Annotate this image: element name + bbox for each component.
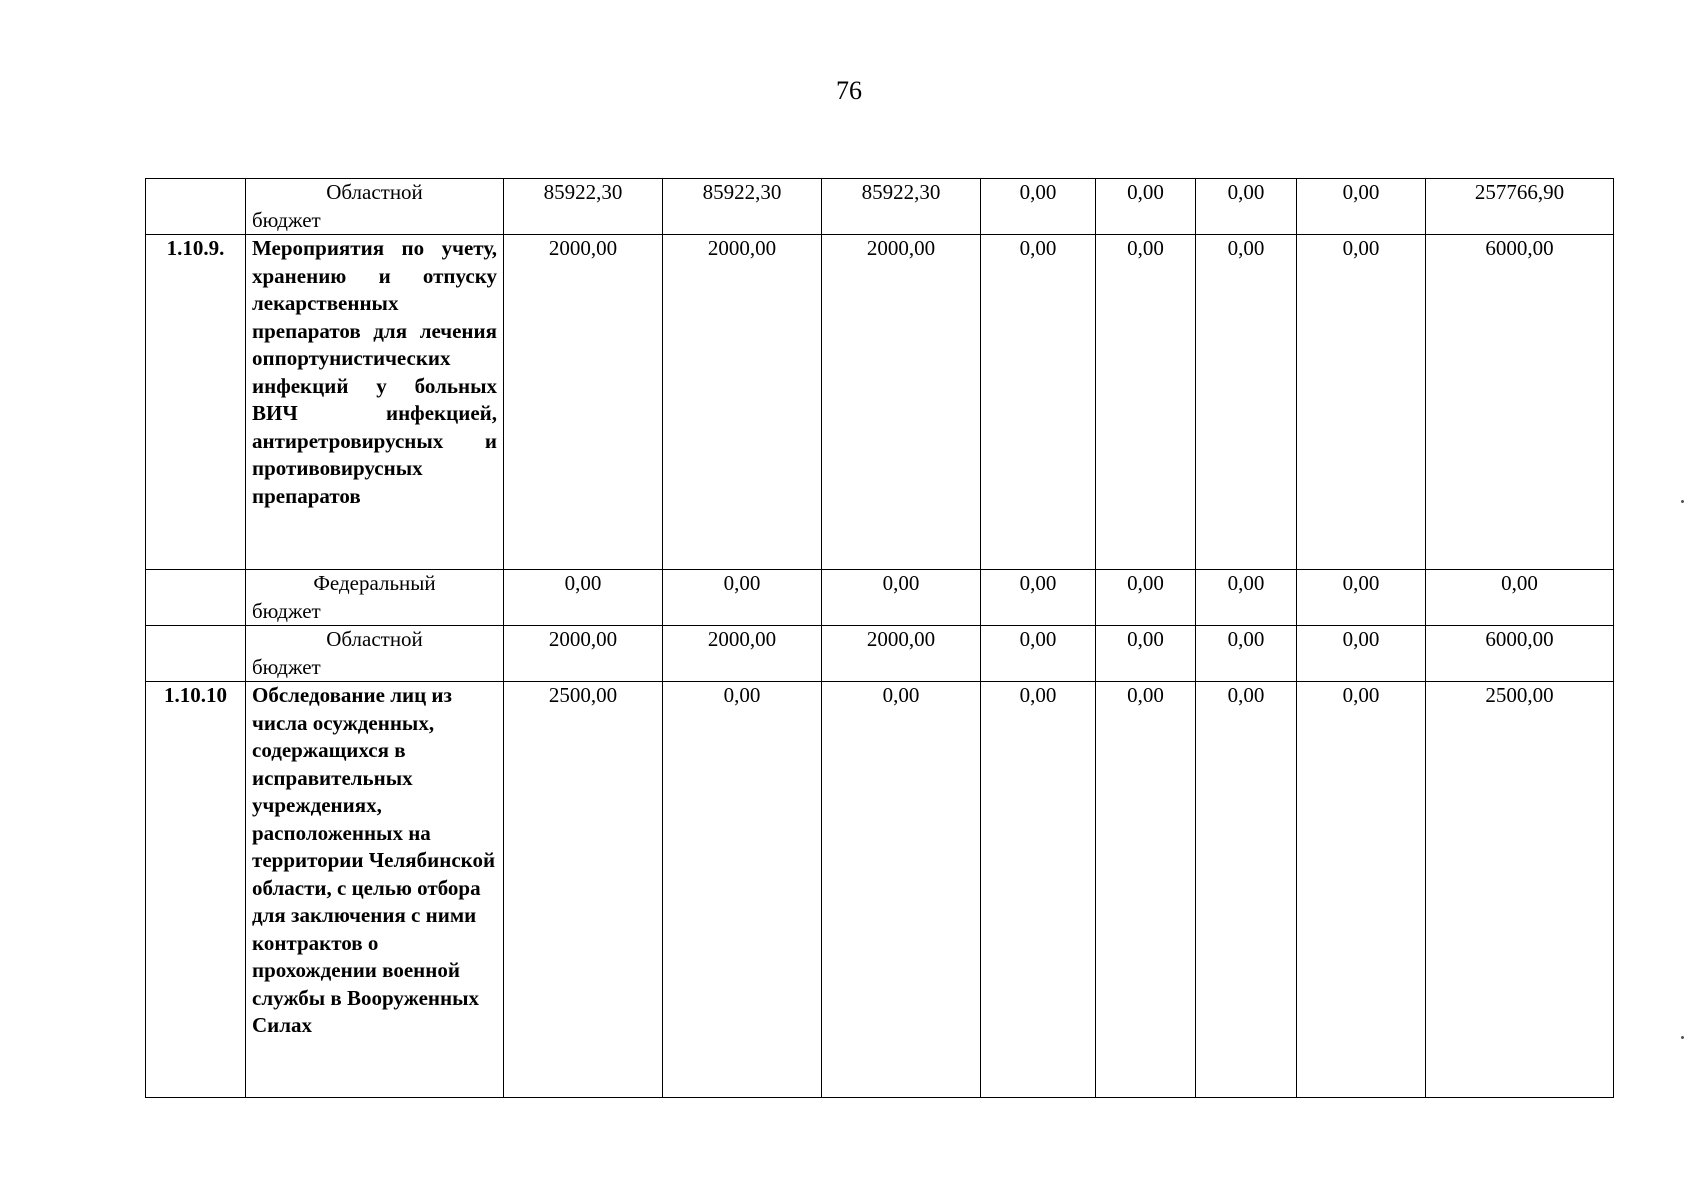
activity-name: Обследование лиц из числа осужденных, содержащихся в исправительных учреждениях, расположенных на территории Челябинской области, с целью отбора для заключения с ними контрактов о прохождении военной службы в Вооруженных Силах (246, 682, 504, 1098)
value-cell: 0,00 (822, 570, 981, 626)
value-cell: 0,00 (1297, 235, 1426, 570)
value-cell: 0,00 (981, 570, 1096, 626)
funding-source (246, 570, 504, 626)
value-cell: 0,00 (1096, 179, 1196, 235)
value-cell: 0,00 (822, 682, 981, 1098)
funding-source-line1: Областной (326, 627, 423, 651)
value-cell: 0,00 (1297, 570, 1426, 626)
value-cell: 2000,00 (822, 235, 981, 570)
value-cell: 0,00 (1297, 626, 1426, 682)
row-code: 1.10.9. (146, 235, 246, 570)
value-cell: 0,00 (1297, 179, 1426, 235)
funding-source-line2: бюджет (252, 598, 321, 623)
value-cell: 0,00 (663, 570, 822, 626)
total-cell: 6000,00 (1426, 235, 1614, 570)
table-row (146, 235, 1614, 570)
total-cell: 6000,00 (1426, 626, 1614, 682)
row-code (146, 179, 246, 235)
value-cell: 0,00 (981, 235, 1096, 570)
funding-source-line2: бюджет (252, 207, 321, 232)
funding-source-line1: Федеральный (313, 571, 436, 595)
table-row (146, 682, 1614, 1098)
row-code: 1.10.10 (146, 682, 246, 1098)
value-cell: 0,00 (1196, 179, 1297, 235)
value-cell: 0,00 (1297, 682, 1426, 1098)
value-cell: 0,00 (1196, 626, 1297, 682)
value-cell: 0,00 (1096, 570, 1196, 626)
value-cell: 85922,30 (663, 179, 822, 235)
table-row (146, 626, 1614, 682)
table-row (146, 570, 1614, 626)
scan-speck (1681, 1036, 1684, 1039)
value-cell: 2000,00 (822, 626, 981, 682)
value-cell: 0,00 (1196, 235, 1297, 570)
total-cell: 0,00 (1426, 570, 1614, 626)
total-cell: 2500,00 (1426, 682, 1614, 1098)
value-cell: 0,00 (981, 626, 1096, 682)
value-cell: 0,00 (1096, 235, 1196, 570)
scan-speck (1681, 500, 1684, 503)
table-row (146, 179, 1614, 235)
value-cell: 2000,00 (663, 235, 822, 570)
value-cell: 0,00 (1196, 570, 1297, 626)
value-cell: 0,00 (981, 179, 1096, 235)
funding-source (246, 179, 504, 235)
funding-source-line2: бюджет (252, 654, 321, 679)
total-cell: 257766,90 (1426, 179, 1614, 235)
value-cell: 85922,30 (504, 179, 663, 235)
funding-source-line1: Областной (326, 180, 423, 204)
value-cell: 2500,00 (504, 682, 663, 1098)
value-cell: 85922,30 (822, 179, 981, 235)
value-cell: 2000,00 (504, 626, 663, 682)
funding-source (246, 626, 504, 682)
page-number: 76 (836, 76, 862, 105)
value-cell: 0,00 (1096, 626, 1196, 682)
budget-table (145, 178, 1614, 1098)
value-cell: 0,00 (981, 682, 1096, 1098)
row-code (146, 570, 246, 626)
row-code (146, 626, 246, 682)
value-cell: 2000,00 (663, 626, 822, 682)
value-cell: 0,00 (504, 570, 663, 626)
value-cell: 0,00 (1096, 682, 1196, 1098)
activity-name: Мероприятия по учету, хранению и отпуску лекарственных препаратов для лечения оппортунистических инфекций у больных ВИЧ инфекцией, антиретровирусных и противовирусных препаратов (246, 235, 504, 570)
value-cell: 2000,00 (504, 235, 663, 570)
value-cell: 0,00 (1196, 682, 1297, 1098)
value-cell: 0,00 (663, 682, 822, 1098)
